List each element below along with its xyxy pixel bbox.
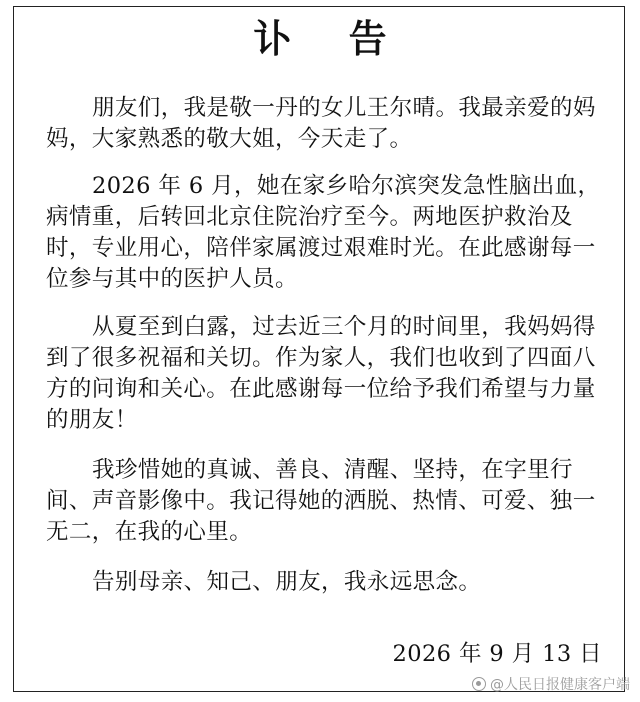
paragraph-2: 2026 年 6 月，她在家乡哈尔滨突发急性脑出血，病情重，后转回北京住院治疗至今。两地医护救治及时，专业用心，陪伴家属渡过艰难时光。在此感谢每一位参与其中的医护人员。 [46, 173, 601, 292]
watermark-text: @人民日报健康客户端 [490, 677, 630, 693]
obituary-date: 2026 年 9 月 13 日 [392, 641, 602, 667]
obituary-frame [13, 6, 625, 692]
weibo-logo-icon [472, 677, 486, 691]
paragraph-5: 告别母亲、知己、朋友，我永远思念。 [92, 569, 482, 595]
paragraph-4: 我珍惜她的真诚、善良、清醒、坚持，在字里行间、声音影像中。我记得她的洒脱、热情、可爱、独一无二，在我的心里。 [46, 457, 596, 545]
paragraph-3: 从夏至到白露，过去近三个月的时间里，我妈妈得到了很多祝福和关切。作为家人，我们也收到了四面八方的问询和关心。在此感谢每一位给予我们希望与力量的朋友！ [46, 314, 596, 433]
paragraph-1: 朋友们，我是敬一丹的女儿王尔晴。我最亲爱的妈妈，大家熟悉的敬大姐，今天走了。 [46, 95, 596, 152]
watermark [472, 674, 630, 694]
obituary-title: 讣 告 [253, 16, 409, 61]
